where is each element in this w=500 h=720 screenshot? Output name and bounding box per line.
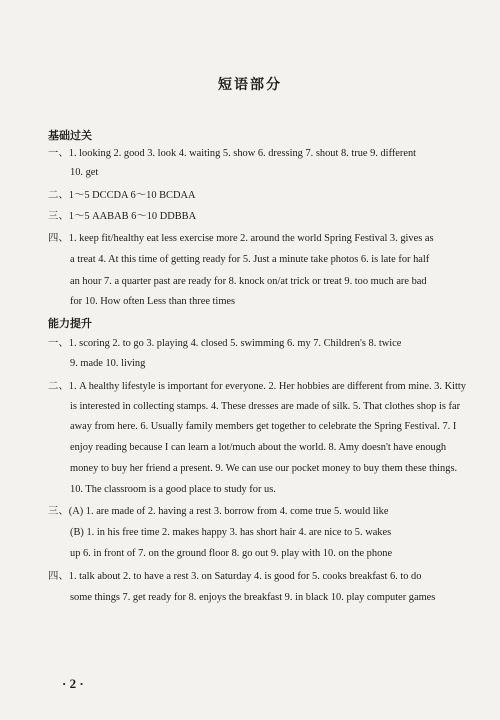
answer-line: 四、1. keep fit/healthy eat less exercise more 2. around the world Spring Festival 3. gives as [48,233,434,244]
answer-line: 三、1～5 AABAB 6～10 DDBBA [48,211,197,222]
answer-line: some things 7. get ready for 8. enjoys the breakfast 9. in black 10. play computer games [70,592,436,603]
answer-line: 四、1. talk about 2. to have a rest 3. on Saturday 4. is good for 5. cooks breakfast 6. to do [48,571,422,582]
section-basic: 基础过关 [48,129,92,142]
page-number: · 2 · [62,676,84,691]
answer-line: 三、(A) 1. are made of 2. having a rest 3. borrow from 4. come true 5. would like [48,506,389,517]
answer-line: (B) 1. in his free time 2. makes happy 3. has short hair 4. are nice to 5. wakes [70,527,392,538]
answer-line: a treat 4. At this time of getting ready for 5. Just a minute take photos 6. is late for half [70,254,430,265]
answer-line: 10. get [70,167,99,178]
answer-line: 一、1. scoring 2. to go 3. playing 4. closed 5. swimming 6. my 7. Children's 8. twice [48,338,402,349]
answer-line: money to buy her friend a present. 9. We can use our pocket money to buy them these things. [70,463,458,474]
answer-line: away from here. 6. Usually family members get together to celebrate the Spring Festival. 7. I [70,421,457,432]
answer-line: 二、1. A healthy lifestyle is important for everyone. 2. Her hobbies are different from mine. 3. Kitty [48,381,466,392]
answer-line: 9. made 10. living [70,358,146,369]
answer-line: for 10. How often Less than three times [70,296,236,307]
answer-line: 一、1. looking 2. good 3. look 4. waiting 5. show 6. dressing 7. shout 8. true 9. different [48,148,417,159]
answer-line: an hour 7. a quarter past are ready for 8. knock on/at trick or treat 9. too much are bad [70,276,427,287]
answer-line: enjoy reading because I can learn a lot/much about the world. 8. Amy doesn't have enough [70,442,447,453]
section-advanced: 能力提升 [48,317,92,330]
answer-line: 二、1～5 DCCDA 6～10 BCDAA [48,190,196,201]
answer-line: 10. The classroom is a good place to study for us. [70,484,276,495]
answer-line: is interested in collecting stamps. 4. These dresses are made of silk. 5. That clothes shop is far [70,401,461,412]
answer-line: up 6. in front of 7. on the ground floor 8. go out 9. play with 10. on the phone [70,548,393,559]
page-title: 短语部分 [218,77,282,93]
